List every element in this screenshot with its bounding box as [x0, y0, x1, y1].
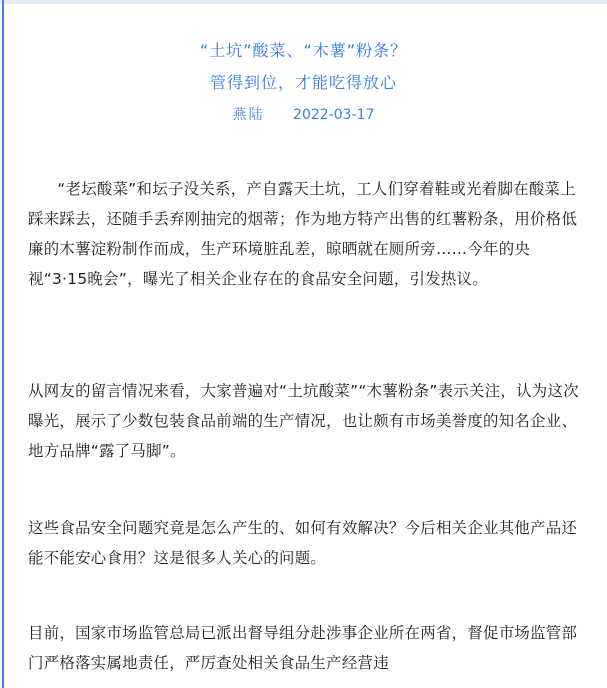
top-divider — [0, 0, 607, 4]
publish-date: 2022-03-17 — [293, 107, 375, 123]
body-paragraph-2: 从网友的留言情况来看，大家普遍对“土坑酸菜”“木薯粉条”表示关注，认为这次曝光，展示了少数包装食品前端的生产情况，也让颇有市场美誉度的知名企业、地方品牌“露了马脚”。 — [28, 382, 579, 460]
article-title-line-2: 管得到位，才能吃得放心 — [209, 73, 397, 92]
author-name: 燕陆 — [232, 107, 265, 123]
body-paragraph-4: 目前，国家市场监管总局已派出督导组分赴涉事企业所在两省，督促市场监管部门严格落实属地责任，严厉查处相关食品生产经营违 — [28, 624, 578, 672]
article-title-line-1: “土坑”酸菜、“木薯”粉条？ — [199, 41, 408, 60]
body-paragraph-3: 这些食品安全问题究竟是怎么产生的、如何有效解决？今后相关企业其他产品还能不能安心食用？这是很多人关心的问题。 — [28, 519, 578, 567]
body-paragraph-1: “老坛酸菜”和坛子没关系，产自露天土坑，工人们穿着鞋或光着脚在酸菜上踩来踩去，还随手丢弃刚抽完的烟蒂；作为地方特产出售的红薯粉条，用价格低廉的木薯淀粉制作而成，生产环境脏乱差，晾晒就在厕所旁……今年的央视“3·15晚会”，曝光了相关企业存在的食品安全问题，引发热议。 — [28, 180, 578, 288]
article-byline — [0, 104, 607, 124]
